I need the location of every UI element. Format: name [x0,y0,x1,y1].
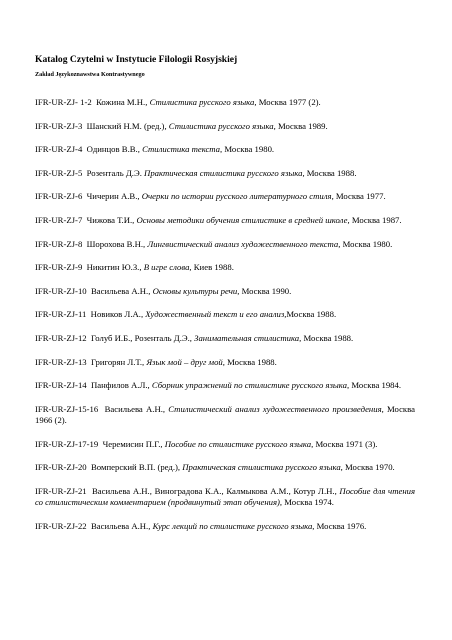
entry-publication: , Москва 1977 (2). [254,97,321,107]
entry-publication: , Москва 1988. [299,332,354,343]
catalog-entry [35,404,415,427]
entry-code: IFR-UR-ZJ-11 [35,309,87,320]
entry-publication: , Москва 1974. [279,497,334,508]
entry-code: IFR-UR-ZJ-22 [35,520,87,531]
entry-code: IFR-UR-ZJ-20 [35,462,87,473]
entry-author: Васильева А.Н., [91,285,153,296]
entry-author: Панфилов А.Л., [91,380,152,391]
entry-publication: , Москва 1980. [338,238,393,249]
entry-code: IFR-UR-ZJ-7 [35,214,83,225]
entry-publication: , Киев 1988. [189,262,234,273]
entry-code: IFR-UR-ZJ-21 [35,485,87,496]
entry-title: Стилистика русского языка [168,120,274,131]
entry-title: Лингвистический анализ художественного текста [147,238,339,249]
entry-title: Стилистика русского языка [149,97,255,107]
catalog-entry [35,262,415,273]
entry-title: Практическая стилистика русского языка [144,167,303,178]
catalog-entry [35,521,415,532]
catalog-entry [35,121,415,132]
entry-code: IFR-UR-ZJ-15-16 [35,403,99,414]
catalog-entries [35,97,415,545]
catalog-entry [35,239,415,250]
entry-author: Чижова Т.И., [86,214,137,225]
entry-author: Шанский Н.М. (ред.), [86,120,169,131]
entry-publication: , Москва 1988. [222,356,277,367]
entry-code: IFR-UR-ZJ- 1-2 [35,97,92,107]
entry-publication: , Москва 1989. [273,120,328,131]
entry-author: Васильева А.Н., [104,403,169,414]
entry-publication: , Москва 1984. [346,380,402,391]
entry-author: Григорян Л.Т., [91,356,147,367]
entry-publication: , Москва 1988. [302,167,357,178]
catalog-entry [35,168,415,179]
entry-author: Никитин Ю.З., [86,262,144,273]
entry-title: Практическая стилистика русского языка [182,462,341,473]
entry-code: IFR-UR-ZJ-12 [35,332,87,343]
entry-author: Голуб И.Б., Розенталь Д.Э., [91,332,195,343]
entry-title: Основы методики обучения стилистике в средней школе [136,214,348,225]
catalog-entry [35,439,415,450]
entry-code: IFR-UR-ZJ-3 [35,120,83,131]
entry-publication: , Москва 1987. [347,214,402,225]
entry-code: IFR-UR-ZJ-5 [35,167,83,178]
entry-code: IFR-UR-ZJ-4 [35,144,83,155]
entry-code: IFR-UR-ZJ-8 [35,238,83,249]
catalog-entry [35,333,415,344]
entry-title: Основы культуры речи [152,285,238,296]
catalog-entry [35,286,415,297]
entry-title: Курс лекций по стилистике русского языка [152,520,313,531]
entry-publication: ,Москва 1988. [284,309,337,320]
entry-publication: , Москва 1971 (3). [311,438,378,449]
entry-author: Черемисин П.Г., [102,438,165,449]
entry-title: Стилистика текста [142,144,221,155]
entry-author: Вомперский В.П. (ред.), [91,462,183,473]
entry-code: IFR-UR-ZJ-10 [35,285,87,296]
entry-publication: , Москва 1990. [237,285,292,296]
entry-code: IFR-UR-ZJ-13 [35,356,87,367]
entry-title: Очерки по истории русского литературного стиля [141,191,332,202]
catalog-entry [35,191,415,202]
catalog-entry [35,97,415,108]
catalog-entry [35,309,415,320]
entry-author: Васильева А.Н., Виноградова К.А., Калмыкова А.М., Котур Л.Н., [92,485,340,496]
entry-author: Розенталь Д.Э. [86,167,145,178]
catalog-entry [35,215,415,226]
entry-title: Сборник упражнений по стилистике русского языка [151,380,347,391]
entry-publication: , Москва 1980. [220,144,275,155]
entry-title: Пособие по стилистике русского языка [164,438,312,449]
entry-author: Новиков Л.А., [90,309,146,320]
entry-author: Васильева А.Н., [91,520,153,531]
entry-title: Стилистический анализ художественного произведения [168,403,382,414]
entry-title: В игре слова [143,262,190,273]
entry-code: IFR-UR-ZJ-14 [35,380,87,391]
entry-title: Художественный текст и его анализ [145,309,285,320]
catalog-entry [35,357,415,368]
page-subtitle: Zakład Językoznawstwa Kontrastywnego [35,71,145,78]
entry-code: IFR-UR-ZJ-9 [35,262,83,273]
entry-publication: , Москва 1976. [312,520,367,531]
entry-publication: , Москва 1970. [340,462,395,473]
entry-author: Шорохова В.Н., [86,238,148,249]
catalog-entry [35,380,415,391]
entry-author: Одинцов В.В., [86,144,143,155]
entry-title: Язык мой – друг мой [146,356,223,367]
catalog-entry [35,462,415,473]
entry-publication: , Москва 1966 (2). [35,403,415,426]
entry-author: Кожина М.Н., [96,97,150,107]
entry-author: Чичерин А.В., [86,191,142,202]
entry-title: Занимательная стилистика [194,332,300,343]
entry-title: Пособие для чтения со стилистическим комментарием (продвинутый этап обучения) [35,485,416,508]
catalog-entry [35,486,415,509]
entry-code: IFR-UR-ZJ-6 [35,191,83,202]
entry-publication: , Москва 1977. [331,191,386,202]
catalog-entry [35,144,415,155]
page-title: Katalog Czytelni w Instytucie Filologii Rosyjskiej [35,54,238,65]
entry-code: IFR-UR-ZJ-17-19 [35,438,99,449]
